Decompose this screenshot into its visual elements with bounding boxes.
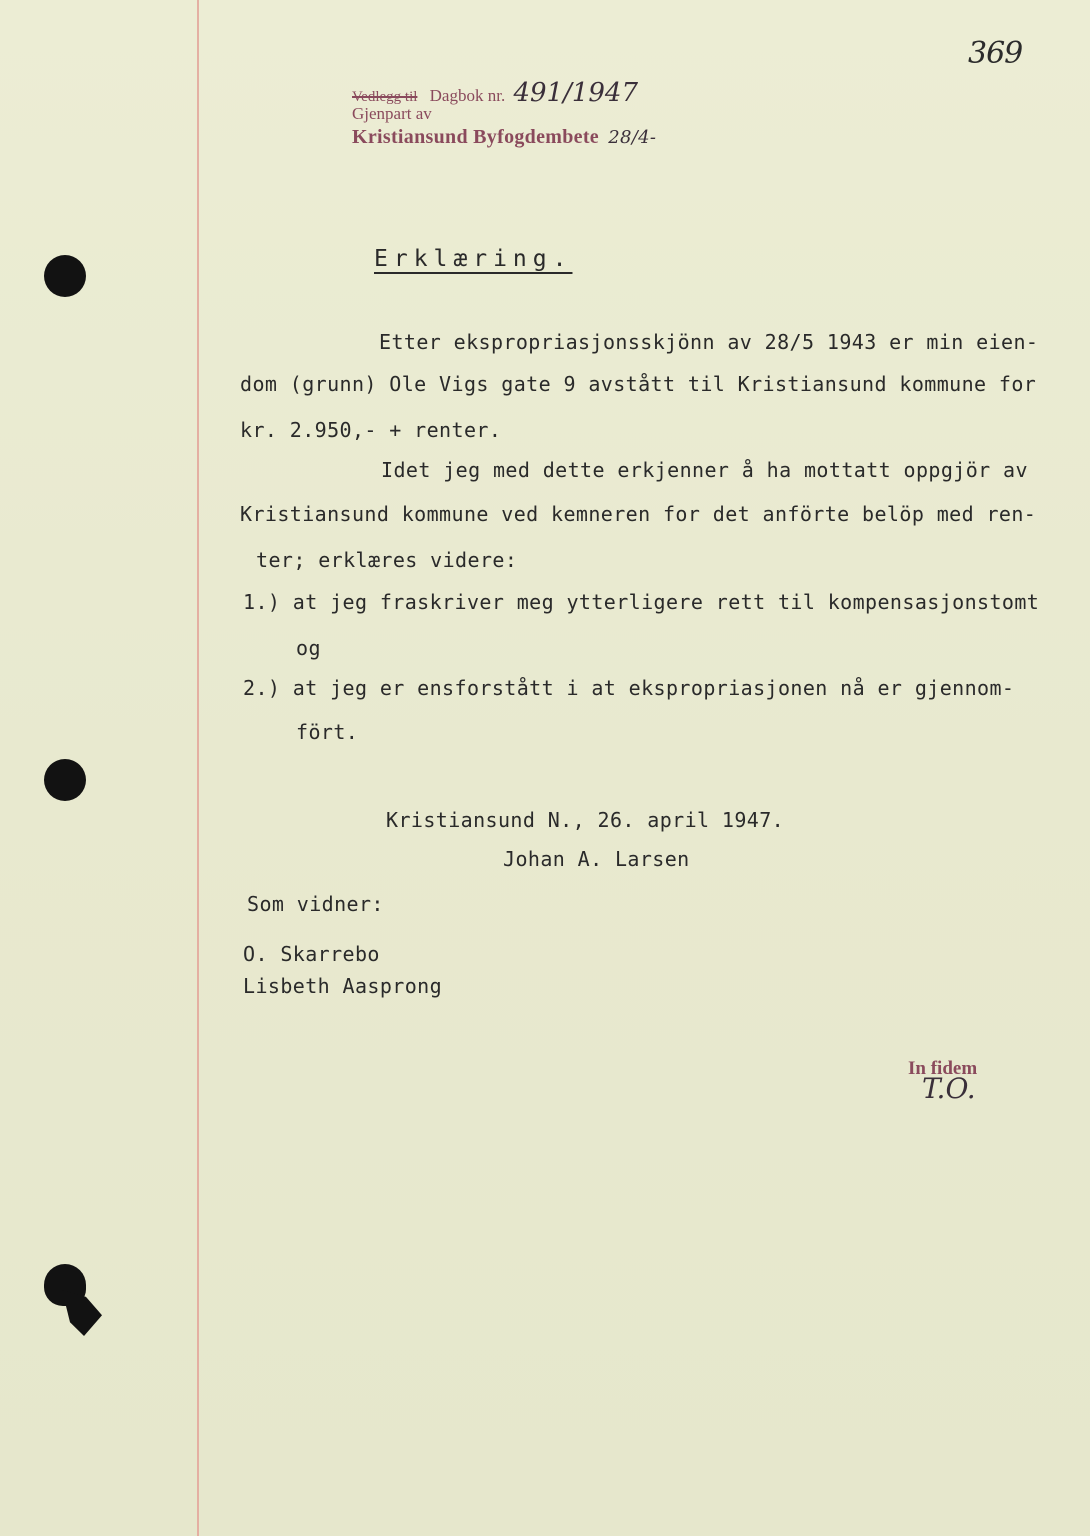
stamp-vedlegg-label: Vedlegg til xyxy=(352,89,418,105)
punch-hole-middle xyxy=(44,759,86,801)
page-number: 369 xyxy=(968,36,1023,71)
stamp-dagbok-label: Dagbok nr. xyxy=(429,86,506,105)
punch-hole-tear xyxy=(62,1290,102,1336)
list-item-1: 1.) at jeg fraskriver meg ytterligere rett til kompensasjonstomt xyxy=(243,590,1040,614)
body-line: Kristiansund kommune ved kemneren for det anförte belöp med ren- xyxy=(240,502,1037,526)
document-title: Erklæring. xyxy=(374,246,573,272)
certification-initials: T.O. xyxy=(922,1072,976,1105)
place-date: Kristiansund N., 26. april 1947. xyxy=(386,808,785,832)
witness-label: Som vidner: xyxy=(247,892,384,916)
witness-name: Lisbeth Aasprong xyxy=(243,974,443,998)
certification-stamp xyxy=(908,1058,977,1105)
stamp-date: 28/4- xyxy=(608,127,657,148)
margin-rule xyxy=(197,0,199,1536)
stamp-court-label: Kristiansund Byfogdembete xyxy=(352,126,599,148)
stamp-dagbok-number: 491/1947 xyxy=(513,78,639,108)
punch-hole-top xyxy=(44,255,86,297)
in-fidem-label: In fidem xyxy=(908,1058,978,1079)
list-item-2-cont: fört. xyxy=(296,720,359,744)
body-line: Idet jeg med dette erkjenner å ha mottatt oppgjör av xyxy=(381,458,1028,482)
body-line: ter; erklæres videre: xyxy=(256,548,518,572)
signatory: Johan A. Larsen xyxy=(503,847,690,871)
body-line: Etter ekspropriasjonsskjönn av 28/5 1943 er min eien- xyxy=(379,330,1039,354)
registry-stamp xyxy=(352,78,656,149)
list-item-1-cont: og xyxy=(296,636,321,660)
body-line: dom (grunn) Ole Vigs gate 9 avstått til Kristiansund kommune for xyxy=(240,372,1037,396)
witness-name: O. Skarrebo xyxy=(243,942,380,966)
body-line: kr. 2.950,- + renter. xyxy=(240,418,502,442)
list-item-2: 2.) at jeg er ensforstått i at ekspropriasjonen nå er gjennom- xyxy=(243,676,1015,700)
stamp-gjenpart-label: Gjenpart av xyxy=(352,104,432,123)
